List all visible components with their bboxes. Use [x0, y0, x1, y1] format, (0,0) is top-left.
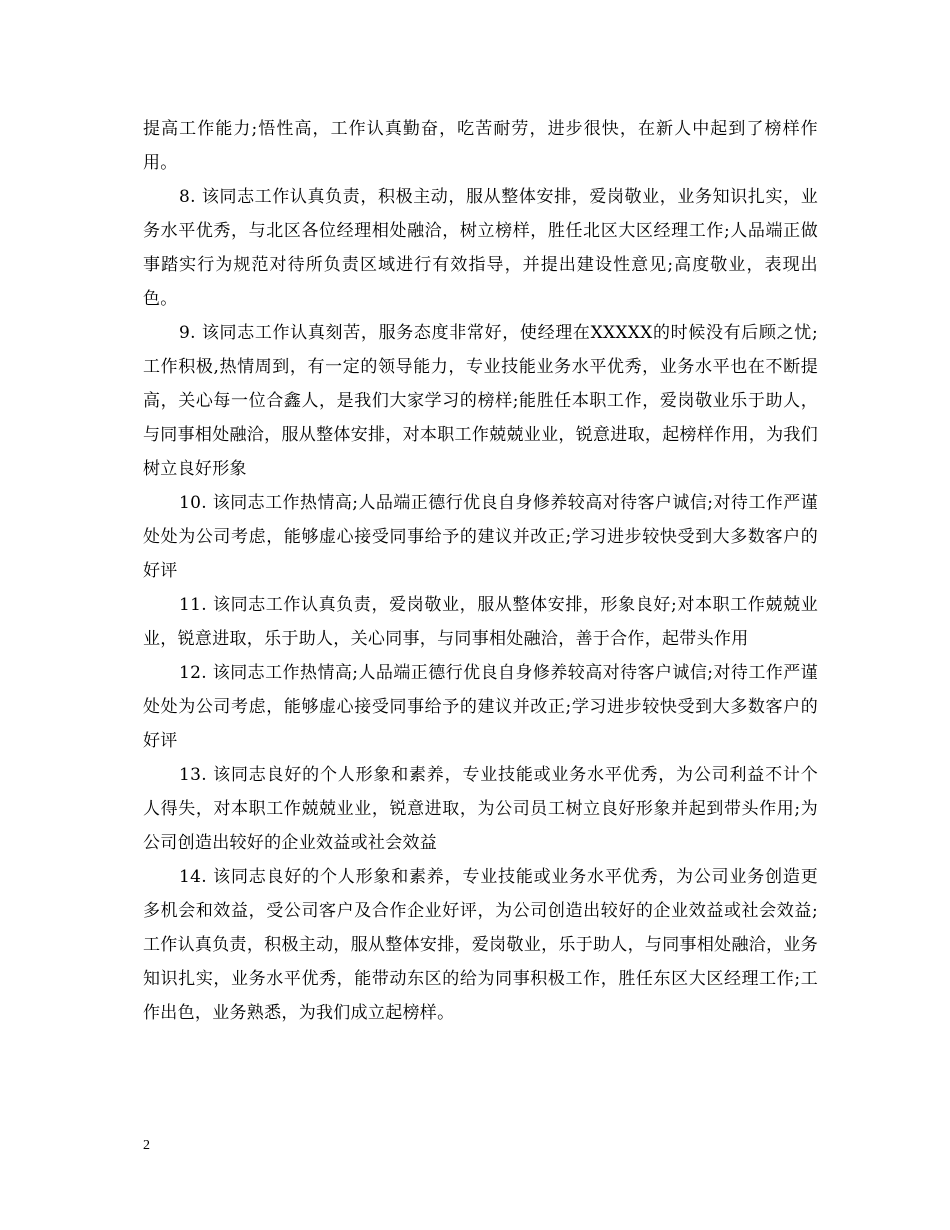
document-body — [143, 112, 818, 1030]
paragraph-item-8: 8. 该同志工作认真负责，积极主动，服从整体安排，爱岗敬业，业务知识扎实，业务水平优秀，与北区各位经理相处融洽，树立榜样，胜任北区大区经理工作;人品端正做事踏实行为规范对待所负责区域进行有效指导，并提出建设性意见;高度敬业，表现出色。 — [143, 187, 818, 309]
paragraph-item-14: 14. 该同志良好的个人形象和素养，专业技能或业务水平优秀，为公司业务创造更多机会和效益，受公司客户及合作企业好评，为公司创造出较好的企业效益或社会效益;工作认真负责，积极主动，服从整体安排，爱岗敬业，乐于助人，与同事相处融洽，业务知识扎实，业务水平优秀，能带动东区的给为同事积极工作，胜任东区大区经理工作;工作出色，业务熟悉，为我们成立起榜样。 — [143, 867, 818, 1023]
page-number: 2 — [143, 1138, 150, 1153]
paragraph-item-13: 13. 该同志良好的个人形象和素养，专业技能或业务水平优秀，为公司利益不计个人得失，对本职工作兢兢业业，锐意进取，为公司员工树立良好形象并起到带头作用;为公司创造出较好的企业效益或社会效益 — [143, 765, 818, 853]
paragraph-item-12: 12. 该同志工作热情高;人品端正德行优良自身修养较高对待客户诚信;对待工作严谨处处为公司考虑，能够虚心接受同事给予的建议并改正;学习进步较快受到大多数客户的好评 — [143, 663, 818, 751]
paragraph-item-10: 10. 该同志工作热情高;人品端正德行优良自身修养较高对待客户诚信;对待工作严谨处处为公司考虑，能够虚心接受同事给予的建议并改正;学习进步较快受到大多数客户的好评 — [143, 493, 818, 581]
paragraph-continuation: 提高工作能力;悟性高，工作认真勤奋，吃苦耐劳，进步很快，在新人中起到了榜样作用。 — [143, 119, 818, 173]
paragraph-item-9: 9. 该同志工作认真刻苦，服务态度非常好，使经理在XXXXX的时候没有后顾之忧;工作积极,热情周到，有一定的领导能力，专业技能业务水平优秀，业务水平也在不断提高，关心每一位合鑫人，是我们大家学习的榜样;能胜任本职工作，爱岗敬业乐于助人，与同事相处融洽，服从整体安排，对本职工作兢兢业业，锐意进取，起榜样作用，为我们树立良好形象 — [143, 323, 818, 479]
paragraph-item-11: 11. 该同志工作认真负责，爱岗敬业，服从整体安排，形象良好;对本职工作兢兢业业，锐意进取，乐于助人，关心同事，与同事相处融洽，善于合作，起带头作用 — [143, 595, 818, 649]
